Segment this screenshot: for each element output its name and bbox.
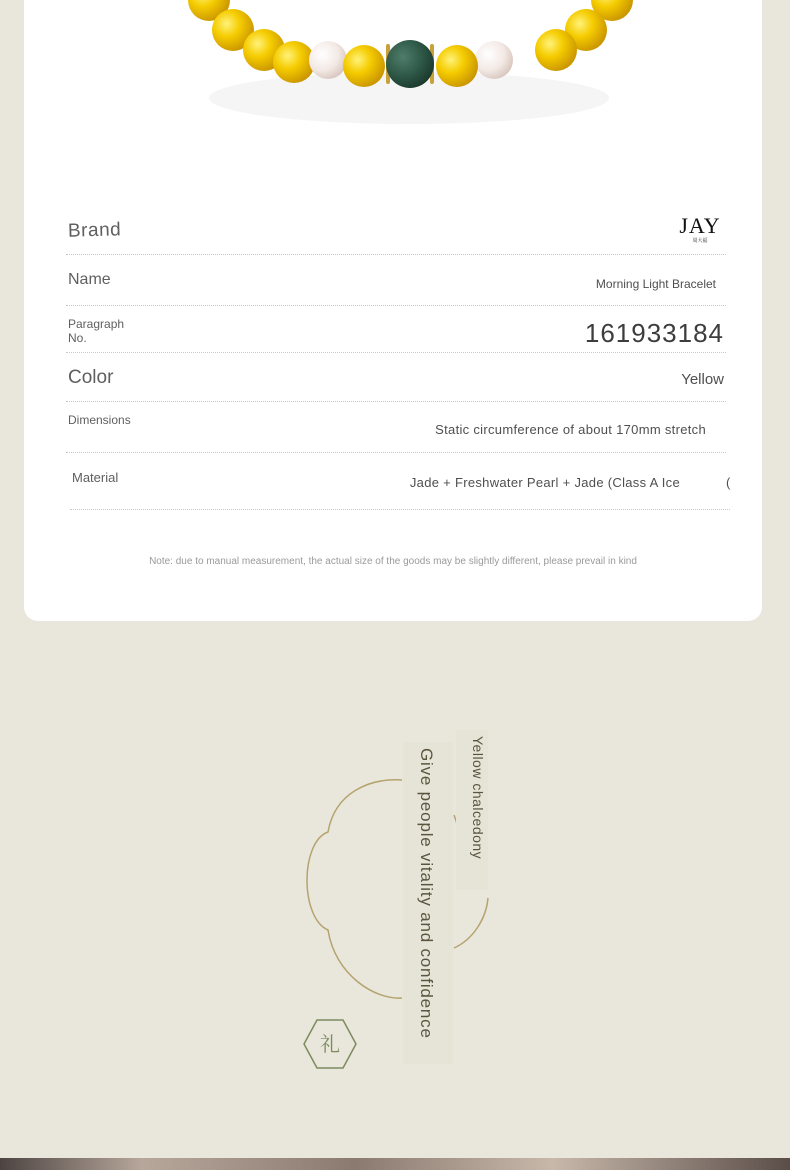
spec-row-brand xyxy=(66,206,726,255)
feature-section xyxy=(290,730,510,1080)
dimensions-value: Static circumference of about 170mm stretch xyxy=(435,422,706,437)
name-value: Morning Light Bracelet xyxy=(595,277,716,291)
color-value: Yellow xyxy=(681,371,724,388)
material-value-overflow: ( xyxy=(726,475,731,490)
brand-label: Brand xyxy=(67,219,122,242)
color-label: Color xyxy=(68,367,114,388)
brand-logo-sub: 周大福 xyxy=(692,238,708,244)
spec-row-material xyxy=(70,453,730,510)
feature-subtitle: Yellow chalcedony xyxy=(470,736,486,860)
measurement-note: Note: due to manual measurement, the actual size of the goods may be slightly different, please prevail in kind xyxy=(149,556,637,567)
brand-logo-main: JAY xyxy=(679,213,721,238)
dimensions-label: Dimensions xyxy=(68,413,131,427)
bracelet-image xyxy=(24,0,762,180)
spec-row-dimensions xyxy=(66,402,726,453)
spec-row-name xyxy=(66,255,726,306)
paragraph-value: 161933184 xyxy=(584,318,724,348)
spec-card xyxy=(24,0,762,621)
paragraph-label: Paragraph No. xyxy=(68,317,125,345)
gift-seal-icon xyxy=(302,1018,358,1070)
brand-logo xyxy=(676,214,724,244)
seal-character: 礼 xyxy=(320,1032,340,1056)
material-value: Jade + Freshwater Pearl + Jade (Class A Ice xyxy=(409,475,680,490)
material-label: Material xyxy=(72,470,119,485)
spec-row-color xyxy=(66,353,726,402)
feature-headline: Give people vitality and confidence xyxy=(417,748,436,1039)
spec-row-paragraph xyxy=(66,306,726,353)
spec-table xyxy=(66,206,731,510)
name-label: Name xyxy=(68,271,111,288)
model-photo-strip xyxy=(0,1158,790,1170)
